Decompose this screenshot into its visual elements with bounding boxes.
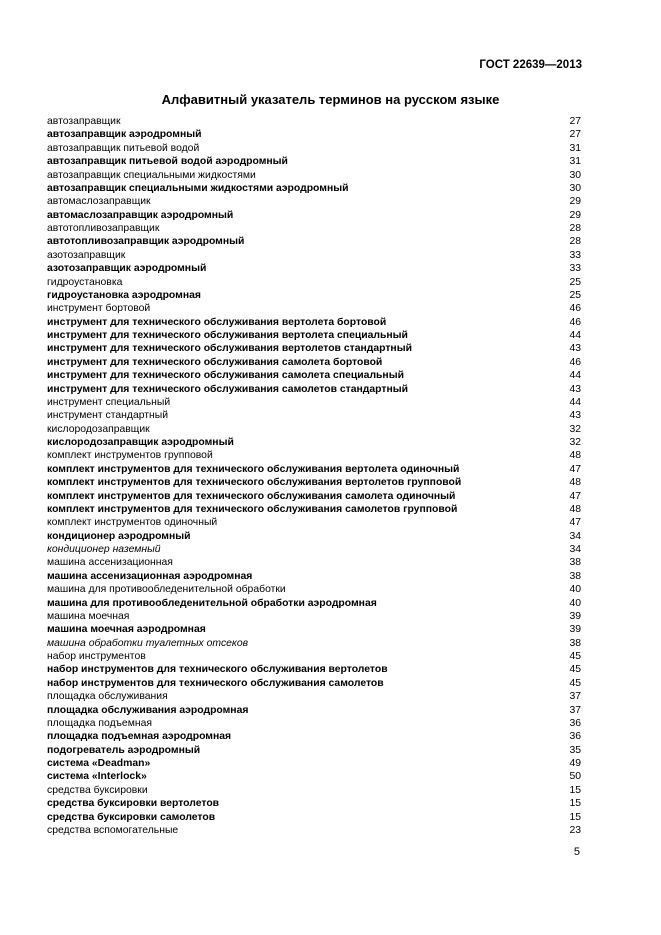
index-page-ref: 45 [569,664,581,676]
index-term: средства буксировки самолетов [47,811,216,823]
index-page-ref: 45 [569,651,581,662]
index-term: средства буксировки [47,784,148,796]
index-term: машина обработки туалетных отсеков [47,637,249,649]
index-page-ref: 36 [569,717,581,729]
index-term: комплект инструментов групповой [47,450,213,462]
index-entry [47,543,581,556]
index-entry [47,182,581,195]
index-term: подогреватель аэродромный [47,744,201,756]
index-entry [47,463,581,476]
index-term: инструмент для технического обслуживания вертолета бортовой [47,316,387,328]
index-term: гидроустановка [47,276,123,288]
index-entry [47,222,581,235]
index-page-ref: 29 [569,209,581,221]
index-entry [47,757,581,770]
index-entry [47,637,581,650]
index-page-ref: 15 [569,784,581,796]
index-entry [47,476,581,489]
index-page-ref: 38 [569,637,581,649]
index-page-ref: 31 [569,142,581,154]
index-page-ref: 38 [569,570,581,582]
index-page-ref: 43 [569,410,581,422]
index-term: комплект инструментов для технического обслуживания вертолета одиночный [47,463,460,475]
index-page-ref: 46 [569,356,581,368]
index-term: азотозаправщик [47,249,126,261]
index-entry [47,383,581,396]
index-page-ref: 48 [569,503,581,515]
index-page-ref: 47 [569,463,581,475]
index-entry [47,530,581,543]
index-term: инструмент специальный [47,396,171,408]
index-term: площадка подъемная аэродромная [47,731,232,743]
index-entry [47,610,581,623]
index-entry [47,704,581,717]
index-term: инструмент для технического обслуживания вертолета специальный [47,330,408,341]
index-page-ref: 45 [569,677,581,689]
index-entry [47,436,581,449]
index-term: автотопливозаправщик [47,223,160,234]
index-term: инструмент для технического обслуживания самолетов стандартный [47,383,409,395]
index-entry [47,770,581,783]
index-entry [47,423,581,436]
index-entry [47,824,581,837]
index-term: кондиционер наземный [47,544,161,555]
index-entry [47,249,581,262]
index-entry [47,195,581,208]
index-term: машина ассенизационная аэродромная [47,570,253,582]
index-term: комплект инструментов одиночный [47,517,218,529]
index-entry [47,570,581,583]
index-entry [47,329,581,342]
index-page-ref: 48 [569,477,581,489]
index-term: азотозаправщик аэродромный [47,263,207,275]
index-term: автозаправщик аэродромный [47,129,202,141]
index-term: автозаправщик специальными жидкостями [47,169,256,181]
index-term: гидроустановка аэродромная [47,289,201,301]
index-entry [47,784,581,797]
index-term: инструмент для технического обслуживания вертолетов стандартный [47,343,412,355]
index-term: автозаправщик [47,116,121,127]
index-entry [47,449,581,462]
index-page-ref: 27 [569,116,581,127]
index-entry [47,490,581,503]
index-term: автозаправщик питьевой водой [47,142,200,154]
index-page-ref: 27 [569,129,581,141]
index-entry [47,115,581,128]
index-term: набор инструментов [47,651,146,662]
index-term: комплект инструментов для технического обслуживания самолетов групповой [47,503,458,515]
index-page-ref: 25 [569,289,581,301]
index-term: кондиционер аэродромный [47,530,191,542]
index-term: инструмент бортовой [47,303,151,315]
index-term: автомаслозаправщик аэродромный [47,209,234,221]
index-term: машина моечная [47,610,130,622]
index-entry [47,556,581,569]
index-page-ref: 50 [569,771,581,783]
index-entry [47,396,581,409]
index-page-ref: 43 [569,343,581,355]
index-entry [47,155,581,168]
index-term: система «Interlock» [47,771,147,783]
index-entry [47,583,581,596]
index-page-ref: 23 [569,824,581,836]
index-term: машина ассенизационная [47,557,173,569]
index-page-ref: 35 [569,744,581,756]
index-page-ref: 28 [569,236,581,248]
index-entry [47,128,581,141]
index-page-ref: 44 [569,396,581,408]
index-page-ref: 48 [569,450,581,462]
index-term: система «Deadman» [47,758,151,769]
index-entry [47,142,581,155]
index-term: инструмент для технического обслуживания самолета бортовой [47,356,383,368]
index-term: машина моечная аэродромная [47,624,206,636]
index-page-ref: 15 [569,811,581,823]
index-entry [47,717,581,730]
index-page-ref: 47 [569,490,581,502]
index-page-ref: 40 [569,584,581,596]
index-term: площадка подъемная [47,717,152,729]
index-page-ref: 32 [569,437,581,448]
index-term: набор инструментов для технического обслуживания вертолетов [47,664,388,676]
index-term: комплект инструментов для технического обслуживания самолета одиночный [47,490,456,502]
index-page-ref: 28 [569,223,581,234]
term-index-list [47,115,581,837]
index-term: машина для противообледенительной обработки [47,584,286,596]
index-page-ref: 25 [569,276,581,288]
index-entry [47,597,581,610]
index-page-ref: 47 [569,517,581,529]
index-page-ref: 38 [569,557,581,569]
index-page-ref: 33 [569,249,581,261]
index-term: автозаправщик специальными жидкостями аэродромный [47,182,349,194]
index-page-ref: 46 [569,316,581,328]
index-term: средства вспомогательные [47,824,179,836]
index-entry [47,797,581,810]
index-entry [47,503,581,516]
index-page-ref: 36 [569,731,581,743]
index-term: автомаслозаправщик [47,196,151,208]
index-page-ref: 34 [569,530,581,542]
index-term: инструмент для технического обслуживания самолета специальный [47,370,404,382]
index-entry [47,650,581,663]
index-entry [47,690,581,703]
index-term: автотопливозаправщик аэродромный [47,236,245,248]
index-page-ref: 34 [569,544,581,555]
index-term: площадка обслуживания аэродромная [47,704,249,716]
index-entry [47,677,581,690]
index-page-ref: 33 [569,263,581,275]
index-entry [47,289,581,302]
index-page-ref: 40 [569,597,581,609]
index-entry [47,262,581,275]
index-entry [47,316,581,329]
index-entry [47,209,581,222]
index-entry [47,235,581,248]
index-title: Алфавитный указатель терминов на русском языке [161,92,500,107]
index-entry [47,730,581,743]
index-entry [47,342,581,355]
index-term: автозаправщик питьевой водой аэродромный [47,156,288,168]
index-entry [47,744,581,757]
index-page-ref: 39 [569,624,581,636]
index-page-ref: 39 [569,610,581,622]
index-term: площадка обслуживания [47,691,168,703]
index-entry [47,169,581,182]
index-page-ref: 29 [569,196,581,208]
page-number: 5 [573,846,580,858]
index-entry [47,663,581,676]
index-page-ref: 44 [569,330,581,341]
index-entry [47,369,581,382]
index-page-ref: 31 [569,156,581,168]
index-term: комплект инструментов для технического обслуживания вертолетов групповой [47,477,462,489]
index-page-ref: 49 [569,758,581,769]
index-term: инструмент стандартный [47,410,169,422]
index-term: набор инструментов для технического обслуживания самолетов [47,677,384,689]
index-entry [47,356,581,369]
index-page-ref: 44 [569,370,581,382]
index-entry [47,811,581,824]
index-term: средства буксировки вертолетов [47,798,220,810]
index-entry [47,409,581,422]
index-term: машина для противообледенительной обработки аэродромная [47,597,377,609]
index-page-ref: 30 [569,182,581,194]
index-term: кислородозаправщик [47,423,150,435]
index-page-ref: 32 [569,423,581,435]
index-page-ref: 15 [569,798,581,810]
document-code: ГОСТ 22639—2013 [479,59,582,71]
index-entry [47,302,581,315]
index-page-ref: 43 [569,383,581,395]
index-term: кислородозаправщик аэродромный [47,437,234,448]
index-entry [47,276,581,289]
index-page-ref: 46 [569,303,581,315]
index-page-ref: 37 [569,704,581,716]
index-page-ref: 37 [569,691,581,703]
index-entry [47,516,581,529]
index-page-ref: 30 [569,169,581,181]
index-entry [47,623,581,636]
